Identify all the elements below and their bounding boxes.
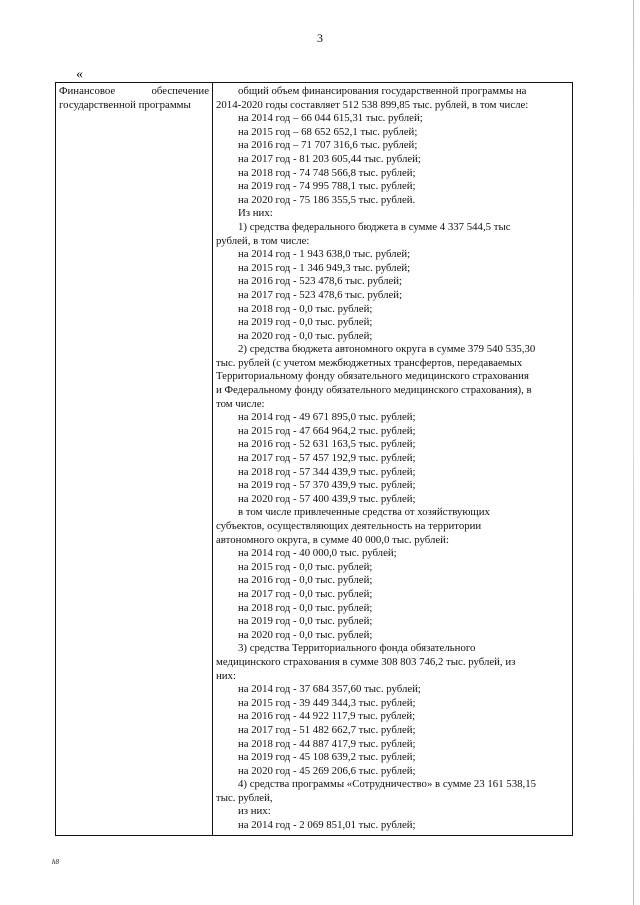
funding-line: на 2015 год - 47 664 964,2 тыс. рублей; [238, 424, 416, 437]
funding-line: на 2016 год – 71 707 316,6 тыс. рублей; [238, 139, 418, 152]
opening-quote-mark: « [76, 67, 83, 82]
funding-line: на 2017 год - 57 457 192,9 тыс. рублей; [238, 452, 416, 465]
funding-line: них: [216, 669, 236, 682]
funding-line: на 2018 год - 0,0 тыс. рублей; [238, 302, 373, 315]
funding-line: на 2019 год - 74 995 788,1 тыс. рублей; [238, 180, 416, 193]
funding-line: на 2014 год - 40 000,0 тыс. рублей; [238, 547, 397, 560]
funding-line: Из них: [238, 207, 273, 220]
funding-line: на 2020 год - 0,0 тыс. рублей; [238, 628, 373, 641]
funding-line: 4) средства программы «Сотрудничество» в сумме 23 161 538,15 [238, 778, 536, 791]
funding-line: на 2019 год - 57 370 439,9 тыс. рублей; [238, 479, 416, 492]
funding-line: Территориальному фонду обязательного медицинского страхования [216, 370, 529, 383]
funding-line: на 2017 год - 81 203 605,44 тыс. рублей; [238, 152, 421, 165]
funding-line: рублей, в том числе: [216, 234, 310, 247]
funding-line: на 2015 год - 0,0 тыс. рублей; [238, 560, 373, 573]
funding-line: на 2017 год - 0,0 тыс. рублей; [238, 587, 373, 600]
funding-line: на 2018 год - 74 748 566,8 тыс. рублей; [238, 166, 416, 179]
funding-line: на 2014 год - 49 671 895,0 тыс. рублей; [238, 411, 416, 424]
funding-line: на 2019 год - 45 108 639,2 тыс. рублей; [238, 751, 416, 764]
funding-line: том числе: [216, 397, 265, 410]
funding-line: из них: [238, 805, 271, 818]
funding-line: на 2016 год - 0,0 тыс. рублей; [238, 574, 373, 587]
funding-line: на 2015 год – 68 652 652,1 тыс. рублей; [238, 125, 418, 138]
funding-line: на 2018 год - 0,0 тыс. рублей; [238, 601, 373, 614]
funding-line: 3) средства Территориального фонда обязательного [238, 642, 476, 655]
footer-mark: h8 [52, 858, 59, 866]
funding-line: на 2020 год - 57 400 439,9 тыс. рублей; [238, 492, 416, 505]
funding-line: на 2019 год - 0,0 тыс. рублей; [238, 316, 373, 329]
funding-label: Финансовое обеспечение государственной программы [59, 85, 209, 111]
funding-line: на 2015 год - 39 449 344,3 тыс. рублей; [238, 696, 416, 709]
funding-line: на 2014 год - 37 684 357,60 тыс. рублей; [238, 683, 421, 696]
page-number: 3 [317, 31, 323, 45]
funding-line: на 2014 год – 66 044 615,31 тыс. рублей; [238, 112, 423, 125]
scan-edge-line [633, 0, 634, 905]
funding-line: на 2017 год - 523 478,6 тыс. рублей; [238, 288, 403, 301]
funding-line: тыс. рублей, [216, 791, 273, 804]
funding-details-cell [213, 83, 573, 836]
funding-line: 2) средства бюджета автономного округа в сумме 379 540 535,30 [238, 343, 536, 356]
funding-line: на 2019 год - 0,0 тыс. рублей; [238, 615, 373, 628]
program-passport-table [55, 82, 573, 836]
funding-line: на 2017 год - 51 482 662,7 тыс. рублей; [238, 723, 416, 736]
funding-line: автономного округа, в сумме 40 000,0 тыс. рублей: [216, 533, 449, 546]
funding-line: на 2016 год - 52 631 163,5 тыс. рублей; [238, 438, 416, 451]
funding-line: на 2016 год - 523 478,6 тыс. рублей; [238, 275, 403, 288]
funding-line: 2014-2020 годы составляет 512 538 899,85 тыс. рублей, в том числе: [216, 98, 529, 111]
funding-line: на 2020 год - 0,0 тыс. рублей; [238, 329, 373, 342]
funding-line: тыс. рублей (с учетом межбюджетных трансфертов, передаваемых [216, 356, 523, 369]
funding-line: и Федеральному фонду обязательного медицинского страхования), в [216, 384, 532, 397]
funding-line: на 2014 год - 1 943 638,0 тыс. рублей; [238, 248, 411, 261]
funding-line: медицинского страхования в сумме 308 803 746,2 тыс. рублей, из [216, 655, 516, 668]
funding-line: в том числе привлеченные средства от хозяйствующих [238, 506, 490, 519]
funding-line: на 2014 год - 2 069 851,01 тыс. рублей; [238, 819, 416, 832]
funding-line: 1) средства федерального бюджета в сумме 4 337 544,5 тыс [238, 220, 511, 233]
funding-line: субъектов, осуществляющих деятельность на территории [216, 520, 482, 532]
funding-line: на 2020 год - 45 269 206,6 тыс. рублей; [238, 764, 416, 777]
funding-line: на 2020 год - 75 186 355,5 тыс. рублей. [238, 193, 416, 206]
funding-label-cell [56, 83, 213, 836]
funding-line: на 2015 год - 1 346 949,3 тыс. рублей; [238, 261, 411, 274]
funding-line: на 2018 год - 44 887 417,9 тыс. рублей; [238, 737, 416, 750]
funding-line: общий объем финансирования государственной программы на [238, 85, 527, 97]
funding-line: на 2016 год - 44 922 117,9 тыс. рублей; [238, 710, 416, 723]
table-row [56, 83, 573, 836]
funding-line: на 2018 год - 57 344 439,9 тыс. рублей; [238, 465, 416, 478]
